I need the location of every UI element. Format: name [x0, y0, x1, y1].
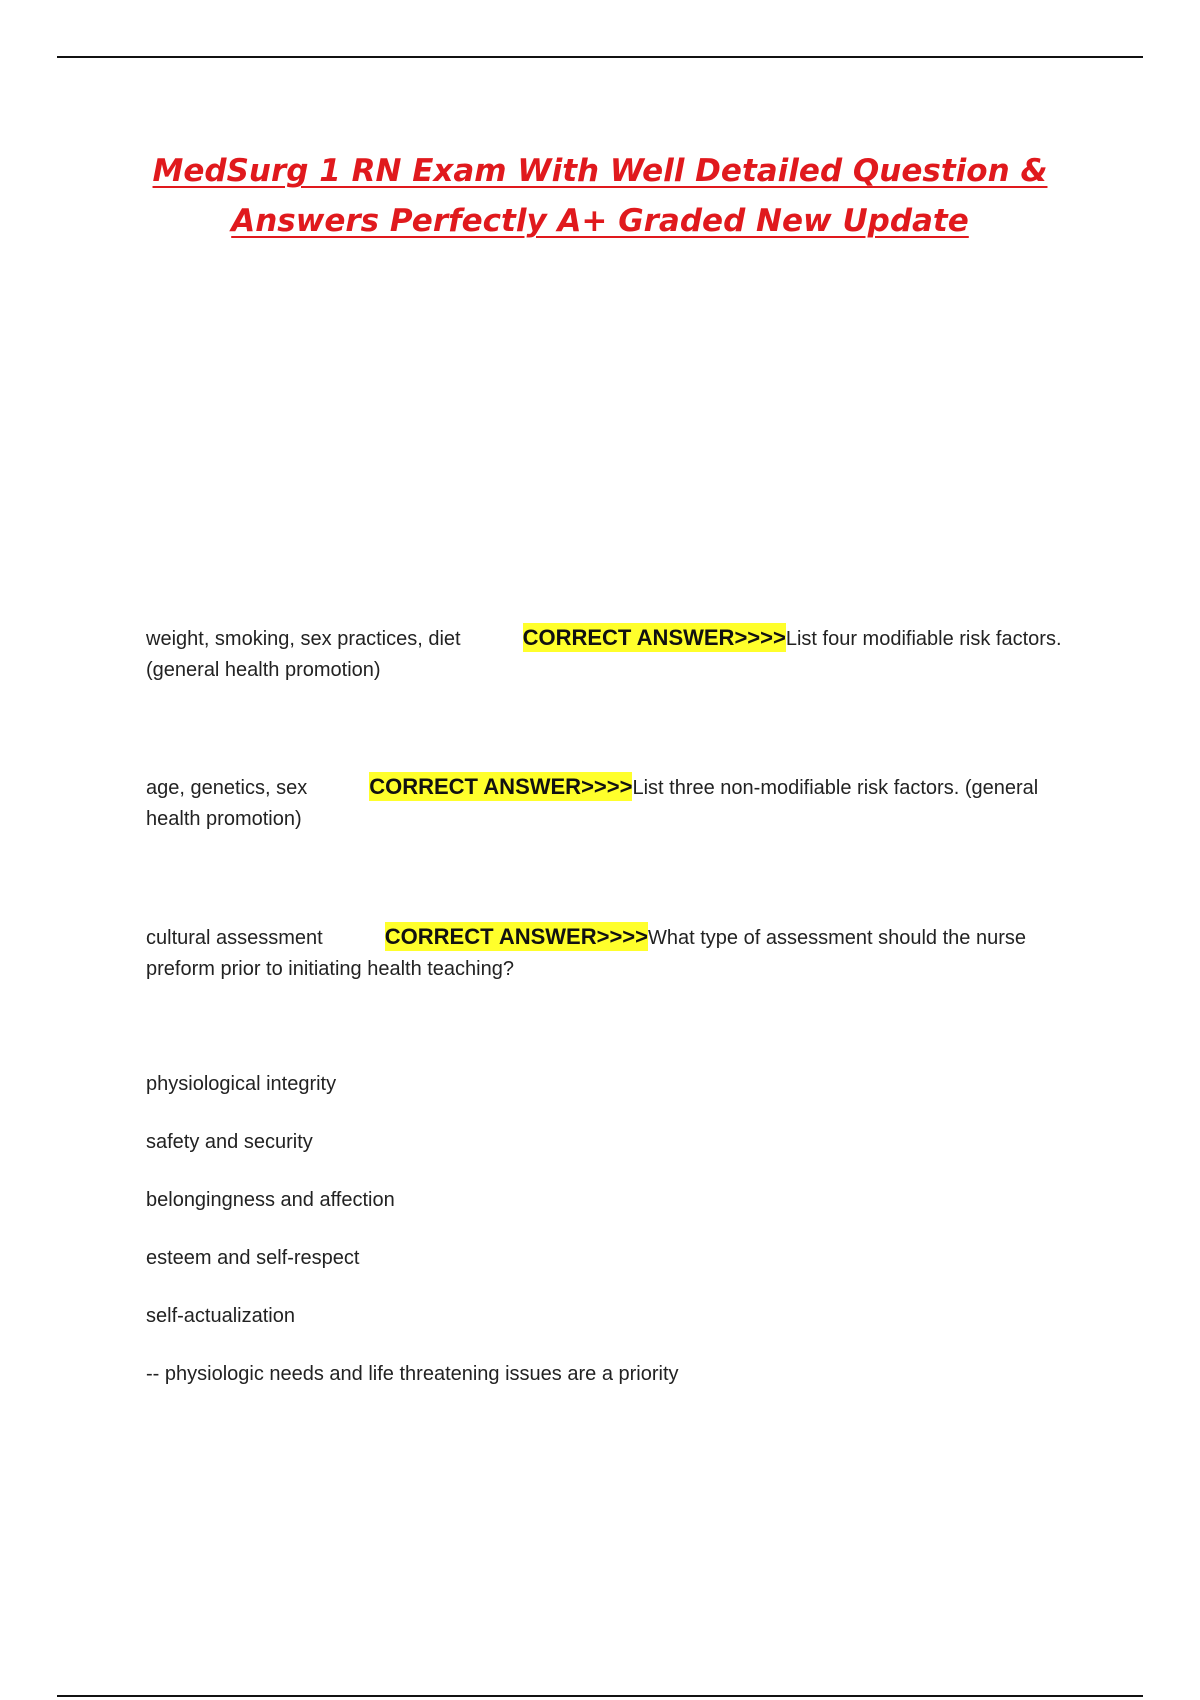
list-item: belongingness and affection — [146, 1189, 395, 1211]
top-rule — [57, 56, 1143, 58]
list-item: -- physiologic needs and life threatening issues are a priority — [146, 1363, 679, 1385]
qa-question: What type of assessment should the nurse preform prior to initiating health teaching? — [146, 927, 1026, 980]
qa-item — [146, 622, 1066, 686]
qa-answer: age, genetics, sex — [146, 777, 308, 799]
list-item: esteem and self-respect — [146, 1247, 360, 1269]
qa-item — [146, 921, 1066, 985]
correct-answer-tag: CORRECT ANSWER>>>> — [522, 625, 786, 650]
list-item: safety and security — [146, 1131, 313, 1153]
needs-list — [146, 1070, 1046, 1418]
list-item: self-actualization — [146, 1305, 295, 1327]
list-item: physiological integrity — [146, 1073, 337, 1095]
document-title — [100, 146, 1100, 246]
correct-answer-tag: CORRECT ANSWER>>>> — [369, 774, 633, 799]
qa-answer: cultural assessment — [146, 927, 323, 949]
title-line-1: MedSurg 1 RN Exam With Well Detailed Question & — [152, 153, 1048, 189]
qa-question: List three non-modifiable risk factors. (general health promotion) — [146, 777, 1039, 830]
title-line-2: Answers Perfectly A+ Graded New Update — [231, 203, 969, 239]
bottom-rule — [57, 1695, 1143, 1697]
qa-item — [146, 771, 1066, 835]
qa-question: List four modifiable risk factors. (general health promotion) — [146, 628, 1062, 681]
qa-answer: weight, smoking, sex practices, diet — [146, 628, 461, 650]
correct-answer-tag: CORRECT ANSWER>>>> — [384, 924, 648, 949]
